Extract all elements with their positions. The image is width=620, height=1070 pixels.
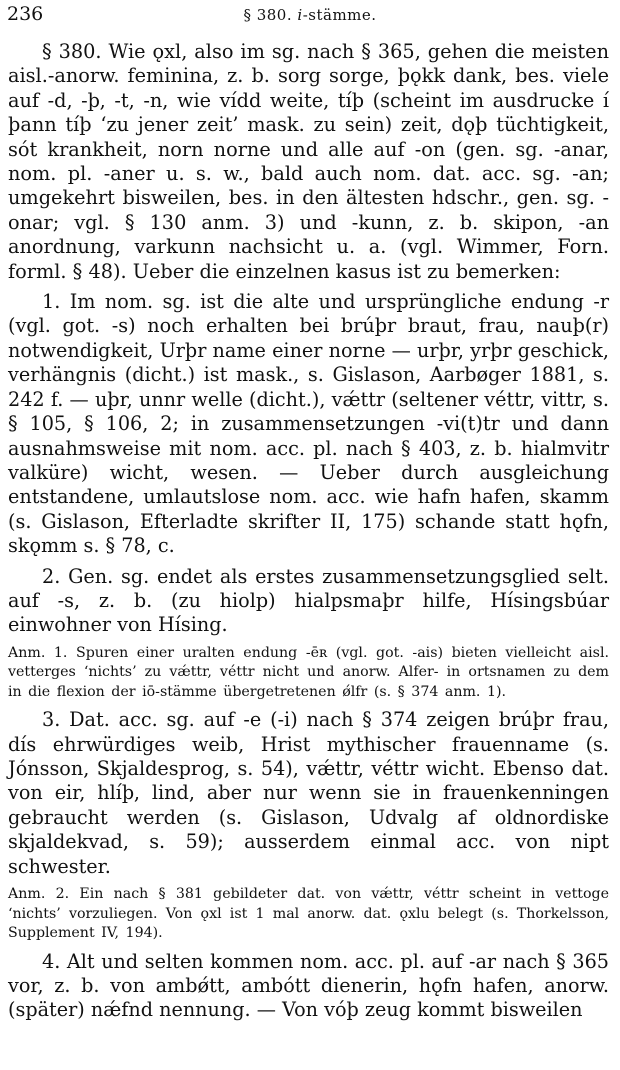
running-head-italic: i	[297, 6, 303, 24]
paragraph-dat-acc-sg: 3. Dat. acc. sg. auf -e (-i) nach § 374 zeigen brúþr frau, dís ehrwürdiges weib, Hrist mythischer frauenname (s. Jónsson, Skjaldesprog, s. 54), vǽttr, véttr wicht. Ebenso dat. von eir, hlíþ, lind, aber nur wenn sie in frauenkenningen gebraucht werden (s. Gislason, Udvalg af oldnordiske skjaldekvad, s. 59); ausserdem einmal acc. von nipt schwester.	[8, 708, 609, 878]
paragraph-nom-acc-pl: 4. Alt und selten kommen nom. acc. pl. auf -ar nach § 365 vor, z. b. von ambǿtt, ambótt dienerin, hǫfn hafen, anorw. (später) nǽfnd nennung. — Von vóþ zeug kommt bisweilen	[8, 949, 609, 1022]
paragraph-intro: § 380. Wie ǫxl, also im sg. nach § 365, gehen die meisten aisl.-anorw. feminina, z. b. sorg sorge, þǫkk dank, bes. viele auf -d, -þ, -t, -n, wie vídd weite, tíþ (scheint im ausdrucke í þann tíþ ‘zu jener zeit’ mask. zu sein) zeit, dǫþ tüchtigkeit, sót krankheit, norn norne und alle auf -on (gen. sg. -anar, nom. pl. -aner u. s. w., bald auch nom. dat. acc. sg. -an; umgekehrt bisweilen, bes. in den ältesten hdschr., gen. sg. -onar; vgl. § 130 anm. 3) und -kunn, z. b. skipon, -an anordnung, varkunn nachsicht u. a. (vgl. Wimmer, Forn. forml. § 48). Ueber die einzelnen kasus ist zu bemerken:	[8, 40, 609, 283]
page-body	[8, 40, 609, 1029]
paragraph-nom-sg: 1. Im nom. sg. ist die alte und ursprüngliche endung -r (vgl. got. -s) noch erhalten bei brúþr braut, frau, nauþ(r) notwendigkeit, Urþr name einer norne — urþr, yrþr geschick, verhängnis (dicht.) ist mask., s. Gislason, Aarbøger 1881, s. 242 f. — uþr, unnr welle (dicht.), vǽttr (seltener véttr, vittr, s. § 105, § 106, 2; in zusammensetzungen -vi(t)tr und dann ausnahmsweise mit nom. acc. pl. nach § 403, z. b. hialmvitr valküre) wicht, wesen. — Ueber durch ausgleichung entstandene, umlautslose nom. acc. wie hafn hafen, skamm (s. Gislason, Efterladte skrifter II, 175) schande statt hǫfn, skǫmm s. § 78, c.	[8, 290, 609, 558]
paragraph-gen-sg: 2. Gen. sg. endet als erstes zusammensetzungsglied selt. auf -s, z. b. (zu hiolp) hialpsmaþr hilfe, Hísingsbúar einwohner von Hísing.	[8, 564, 609, 637]
annotation-2: Anm. 2. Ein nach § 381 gebildeter dat. von vǽttr, véttr scheint in vettoge ‘nichts’ vorzuliegen. Von ǫxl ist 1 mal anorw. dat. ǫxlu belegt (s. Thorkelsson, Supplement IV, 194).	[8, 886, 609, 942]
page-number: 236	[7, 3, 44, 25]
running-head: § 380. i-stämme.	[243, 6, 377, 24]
page-header	[0, 0, 620, 34]
annotation-1: Anm. 1. Spuren einer uralten endung -ēʀ (vgl. got. -ais) bieten vielleicht aisl. vetterges ‘nichts’ zu vǽttr, véttr nicht und anorw. Alfer- in ortsnamen zu dem in die flexion der iō-stämme übergetretenen ǿlfr (s. § 374 anm. 1).	[8, 644, 609, 700]
